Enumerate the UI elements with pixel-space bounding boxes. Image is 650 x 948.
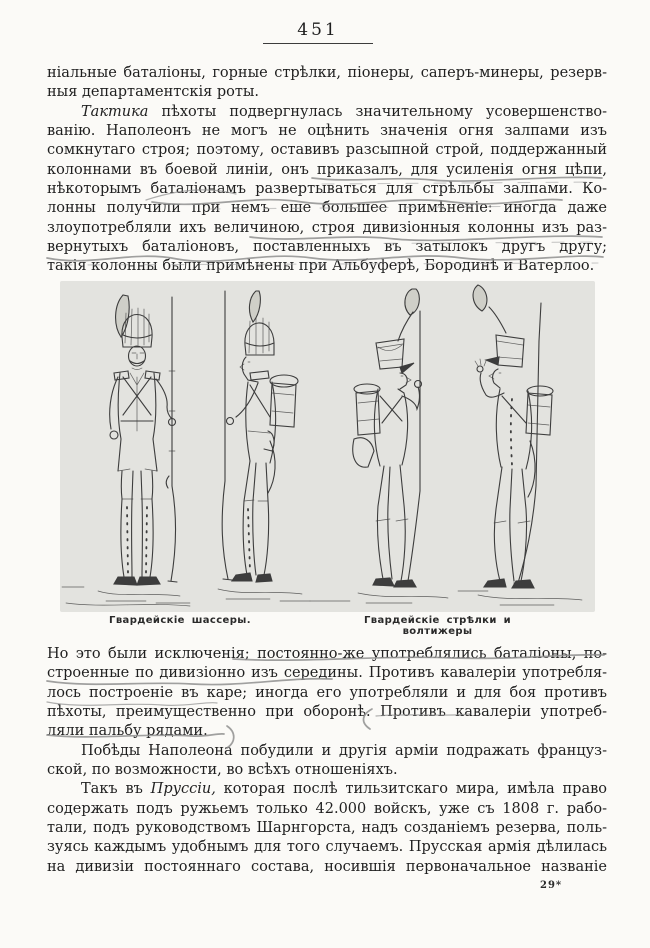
text-line: злоупотребляли ихъ величиною, строя дивизіонныя колонны изъ раз-: [47, 219, 607, 236]
text-line: такія колонны были примѣнены при Альбуферѣ, Бородинѣ и Ватерлоо.: [47, 258, 595, 275]
text-line: ванію. Наполеонъ не могъ не оцѣнить значенія огня залпами изъ: [47, 123, 607, 140]
soldier-chasseur-profile: [218, 291, 310, 601]
page-number: 451: [263, 20, 373, 44]
text-line: лонны получили при немъ еше большее примѣненіе: иногда даже: [47, 200, 607, 217]
text-line: колоннами въ боевой линіи, онъ приказалъ, для усиленія огня цѣпи,: [47, 161, 607, 178]
soldier-chasseur-front: [98, 295, 190, 603]
text-line: Но это были исключенія; постоянно-же употреблялись баталіоны, по-: [47, 646, 607, 662]
text-line: ніальные баталіоны, горные стрѣлки, піонеры, саперъ-минеры, резерв-: [47, 65, 607, 81]
text-line: строенные по дивизіонно изъ середины. Противъ кавалеріи употребля-: [47, 665, 607, 682]
text-line: вернутыхъ баталіоновъ, поставленныхъ въ затылокъ другъ другу;: [47, 239, 607, 256]
text-line: зуясь каждымъ удобнымъ для того случаемъ. Прусская армія дѣлилась: [47, 839, 607, 856]
text-line: тали, подъ руководствомъ Шарнгорста, надъ созданіемъ резерва, поль-: [47, 820, 607, 837]
text-line: Побѣды Наполеона побудили и другія арміи подражать француз-: [81, 742, 607, 759]
caption-voltigeurs: Гвардейскіе стрѣлки и волтижеры: [363, 615, 512, 637]
soldier-voltigeur-right: [353, 289, 448, 603]
signature-mark: 29*: [540, 880, 563, 891]
text-line: содержать подъ ружьемъ только 42.000 войскъ, уже съ 1808 г. рабо-: [47, 800, 607, 817]
text-line: Такъ въ Пруссіи, которая послѣ тильзитскаго мира, имѣла право: [81, 781, 607, 798]
soldier-voltigeur-left: [458, 285, 582, 605]
upper-text-block: [47, 64, 607, 277]
text-line: лось построеніе въ каре; иногда его употребляли и для боя противъ: [47, 684, 607, 701]
text-line: на дивизіи постояннаго состава, носившія первоначальное названіе: [47, 858, 607, 875]
text-line: Тактика пѣхоты подвергнулась значительному усовершенство-: [81, 103, 607, 120]
text-line: сомкнутаго строя; поэтому, оставивъ разсыпной строй, поддержанный: [47, 142, 607, 159]
soldiers-illustration: [60, 281, 595, 612]
text-line: ныя департаментскія роты.: [47, 84, 260, 101]
text-line: ляли пальбу рядами.: [47, 723, 208, 740]
ground-strokes: [62, 587, 350, 606]
caption-chasseurs: Гвардейскіе шассеры.: [109, 615, 251, 626]
text-line: нѣкоторымъ баталіонамъ развертываться для стрѣльбы залпами. Ко-: [47, 181, 607, 198]
text-line: ской, по возможности, во всѣхъ отношеніяхъ.: [47, 762, 398, 779]
engraving-plate: [60, 281, 595, 612]
text-line: пѣхоты, преимущественно при оборонѣ. Противъ кавалеріи употреб-: [47, 704, 607, 721]
lower-text-block: [47, 645, 607, 877]
